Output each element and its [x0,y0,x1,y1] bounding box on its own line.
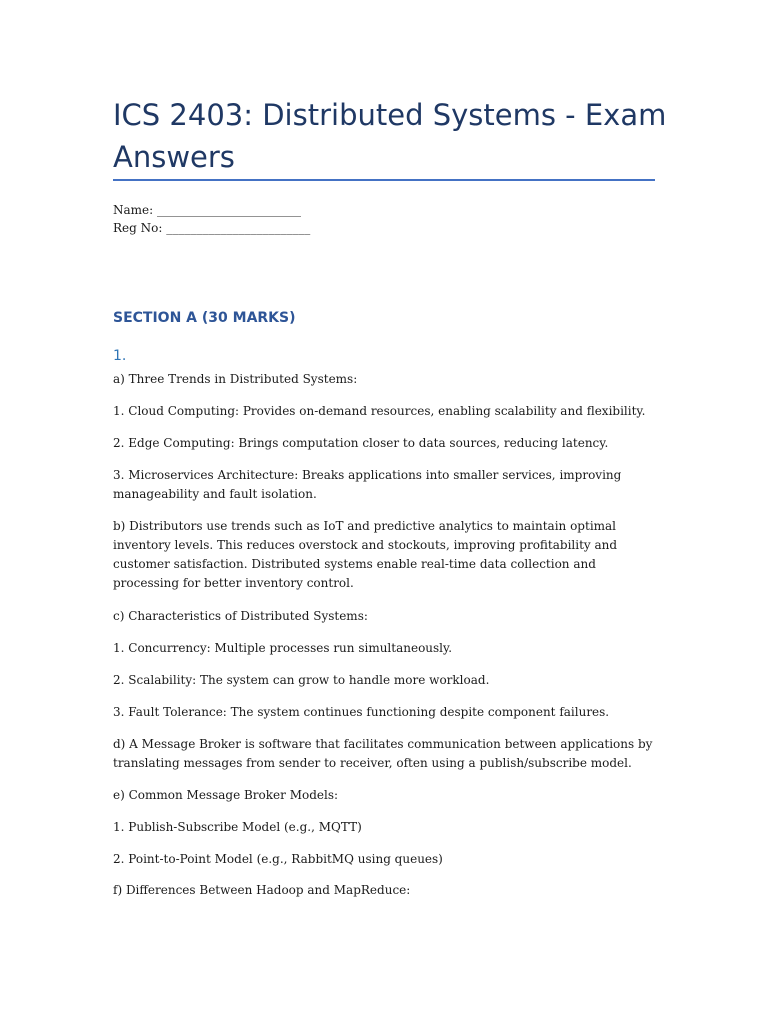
paragraph-cloud-computing: 1. Cloud Computing: Provides on-demand resources, enabling scalability and flexibility. [113,404,646,418]
paragraph-distributors: b) Distributors use trends such as IoT and predictive analytics to maintain optimal inventory levels. This reduces overstock and stockouts, improving profitability and customer satisfaction. Distributed systems enable real-time data collection and processing for better inventory control. [113,519,618,590]
paragraph-scalability: 2. Scalability: The system can grow to handle more workload. [113,673,490,687]
student-fields [113,201,310,237]
paragraph-trends-heading: a) Three Trends in Distributed Systems: [113,372,358,386]
name-field: Name: ________________________ [113,203,301,217]
paragraph-concurrency: 1. Concurrency: Multiple processes run simultaneously. [113,641,453,655]
paragraph-characteristics-heading: c) Characteristics of Distributed Systems: [113,609,368,623]
section-a-heading: SECTION A (30 MARKS) [113,310,296,326]
question-number: 1. [113,348,127,364]
paragraph-edge-computing: 2. Edge Computing: Brings computation closer to data sources, reducing latency. [113,436,609,450]
paragraph-broker-models-heading: e) Common Message Broker Models: [113,788,339,802]
title-underline [113,179,655,181]
paragraph-fault-tolerance: 3. Fault Tolerance: The system continues functioning despite component failures. [113,705,610,719]
reg-no-field: Reg No: ________________________ [113,221,311,235]
paragraph-message-broker: d) A Message Broker is software that facilitates communication between applications by translating messages from sender to receiver, often using a publish/subscribe model. [113,737,653,770]
document-title: ICS 2403: Distributed Systems - Exam Answers [113,98,667,174]
paragraph-publish-subscribe: 1. Publish-Subscribe Model (e.g., MQTT) [113,820,362,834]
paragraph-hadoop-mapreduce: f) Differences Between Hadoop and MapReduce: [113,883,411,897]
paragraph-microservices: 3. Microservices Architecture: Breaks applications into smaller services, improving manageability and fault isolation. [113,468,622,501]
paragraph-point-to-point: 2. Point-to-Point Model (e.g., RabbitMQ using queues) [113,852,443,866]
